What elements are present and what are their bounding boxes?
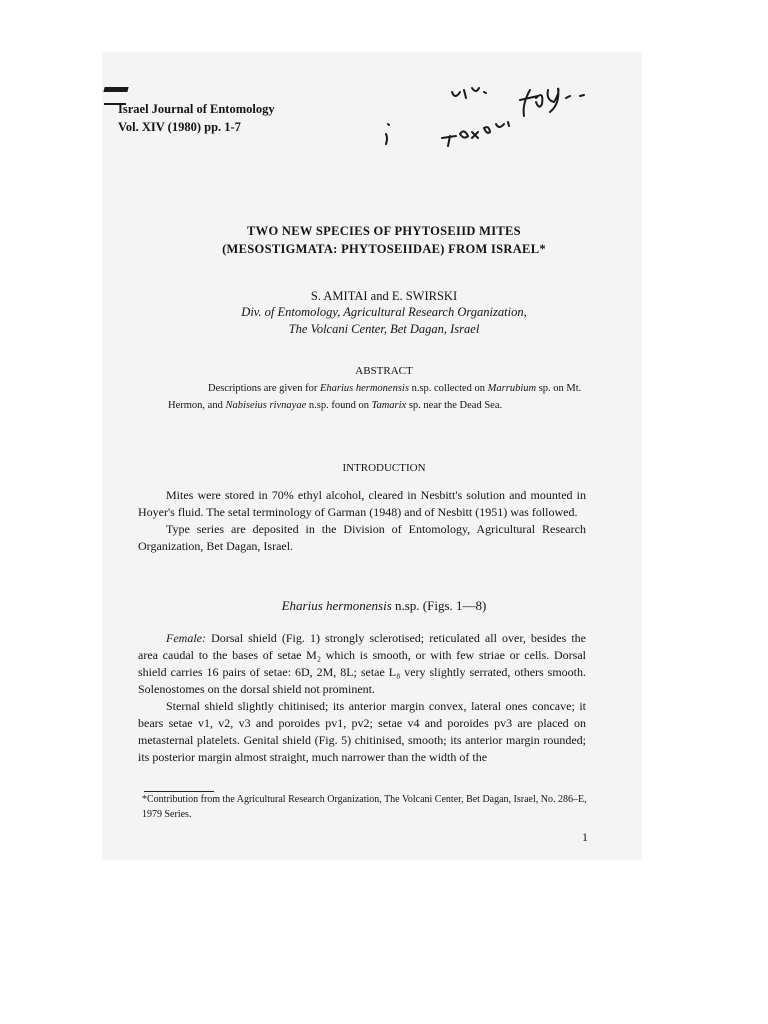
ink-mark xyxy=(103,87,128,92)
paper-title-line1: TWO NEW SPECIES OF PHYTOSEIID MITES xyxy=(247,224,521,238)
affiliation-line2: The Volcani Center, Bet Dagan, Israel xyxy=(288,322,480,336)
abstract-body: Descriptions are given for Eharius hermonensis n.sp. collected on Marrubium sp. on Mt. Hermon, and Nabiseius rivnayae n.sp. found on Tamarix sp. near the Dead Sea. xyxy=(168,383,582,411)
affiliation-line1: Div. of Entomology, Agricultural Research Organization, xyxy=(241,305,527,319)
handwritten-annotation xyxy=(380,80,620,160)
journal-volume: Vol. XIV (1980) pp. 1-7 xyxy=(118,120,241,134)
footnote: *Contribution from the Agricultural Research Organization, The Volcani Center, Bet Dagan, Israel, No. 286–E, 1979 Series. xyxy=(142,794,587,820)
journal-header xyxy=(118,100,275,136)
description-paragraph-2: Sternal shield slightly chitinised; its anterior margin convex, lateral ones concave; it bears setae v1, v2, v3 and poroides pv1, pv2; setae v4 and poroides pv3 are placed on metasternal platelets. Genital shield (Fig. 5) chitinised, smooth; its anterior margin rounded; its posterior margin almost straight, much narrower than the width of the xyxy=(138,699,586,764)
introduction-body xyxy=(138,487,586,555)
page-number: 1 xyxy=(582,830,588,844)
abstract-heading: ABSTRACT xyxy=(355,365,413,377)
journal-name: Israel Journal of Entomology xyxy=(118,102,275,116)
description-paragraph-1: Female: Dorsal shield (Fig. 1) strongly sclerotised; reticulated all over, besides the area caudal to the bases of setae M₂ which is smooth, or with few striae or cells. Dorsal shield carries 16 pairs of setae: 6D, 2M, 8L; setae L₈ very slightly serrated, others smooth. Solenostomes on the dorsal shield not prominent. xyxy=(138,631,586,696)
intro-paragraph-2: Type series are deposited in the Division of Entomology, Agricultural Research Organization, Bet Dagan, Israel. xyxy=(138,522,586,553)
introduction-heading: INTRODUCTION xyxy=(342,462,426,474)
species-description xyxy=(138,630,586,766)
species-heading: Eharius hermonensis n.sp. (Figs. 1—8) xyxy=(281,598,487,613)
authors: S. AMITAI and E. SWIRSKI xyxy=(310,289,458,303)
intro-paragraph-1: Mites were stored in 70% ethyl alcohol, cleared in Nesbitt's solution and mounted in Hoyer's fluid. The setal terminology of Garman (1948) and of Nesbitt (1951) was followed. xyxy=(138,488,586,519)
paper-title-line2: (MESOSTIGMATA: PHYTOSEIIDAE) FROM ISRAEL* xyxy=(222,242,546,256)
